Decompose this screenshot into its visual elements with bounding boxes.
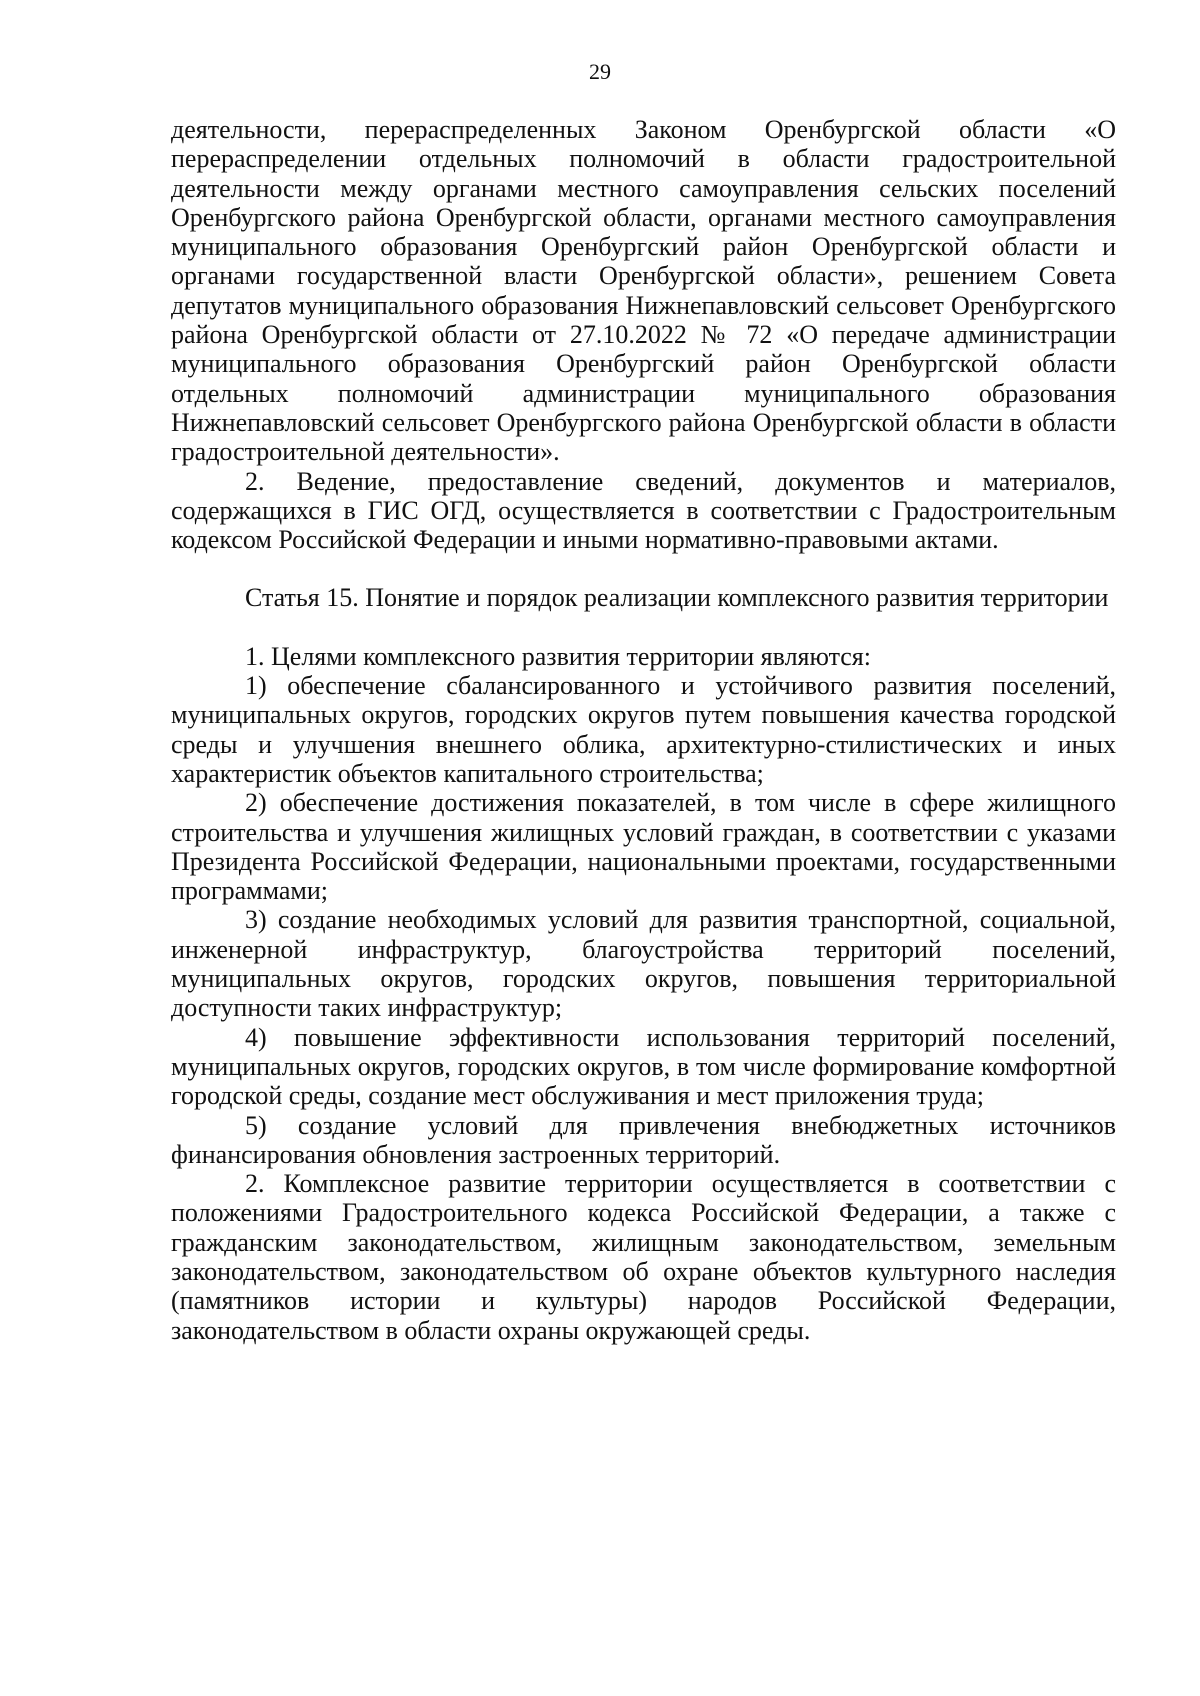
list-item-5: 5) создание условий для привлечения внебюджетных источников финансирования обновления застроенных территорий. [171, 1110, 1116, 1169]
list-item-4: 4) повышение эффективности использования территорий поселений, муниципальных округов, городских округов, в том числе формирование комфортной городской среды, создание мест обслуживания и мест приложения труда; [171, 1022, 1116, 1111]
list-item-1: 1) обеспечение сбалансированного и устойчивого развития поселений, муниципальных округов, городских округов путем повышения качества городской среды и улучшения внешнего облика, архитектурно-стилистических и иных характеристик объектов капитального строительства; [171, 671, 1116, 788]
page-number: 29 [589, 59, 611, 84]
paragraph-item-1-goals: 1. Целями комплексного развития территории являются: [245, 641, 871, 671]
paragraph-item-2: 2. Ведение, предоставление сведений, документов и материалов, содержащихся в ГИС ОГД, осуществляется в соответствии с Градостроительным кодексом Российской Федерации и иными нормативно-правовыми актами. [171, 466, 1116, 555]
paragraph-item-2-complex-development: 2. Комплексное развитие территории осуществляется в соответствии с положениями Градостроительного кодекса Российской Федерации, а также с гражданским законодательством, жилищным законодательством, земельным законодательством, законодательством об охране объектов культурного наследия (памятников истории и культуры) народов Российской Федерации, законодательством в области охраны окружающей среды. [171, 1169, 1116, 1345]
list-item-3: 3) создание необходимых условий для развития транспортной, социальной, инженерной инфраструктур, благоустройства территорий поселений, муниципальных округов, городских округов, повышения территориальной доступности таких инфраструктур; [171, 905, 1116, 1023]
paragraph-continuation: деятельности, перераспределенных Законом Оренбургской области «О перераспределении отдельных полномочий в области градостроительной деятельности между органами местного самоуправления сельских поселений Оренбургского района Оренбургской области, органами местного самоуправления муниципального образования Оренбургский район Оренбургской области и органами государственной власти Оренбургской области», решением Совета депутатов муниципального образования Нижнепавловский сельсовет Оренбургского района Оренбургской области от 27.10.2022 № 72 «О передаче администрации муниципального образования Оренбургский район Оренбургской области отдельных полномочий администрации муниципального образования Нижнепавловский сельсовет Оренбургского района Оренбургской области в области градостроительной деятельности». [171, 115, 1116, 467]
document-body [171, 115, 1116, 1345]
list-item-2: 2) обеспечение достижения показателей, в том числе в сфере жилищного строительства и улучшения жилищных условий граждан, в соответствии с указами Президента Российской Федерации, национальными проектами, государственными программами; [171, 788, 1116, 906]
article-heading: Статья 15. Понятие и порядок реализации комплексного развития территории [245, 583, 1109, 613]
